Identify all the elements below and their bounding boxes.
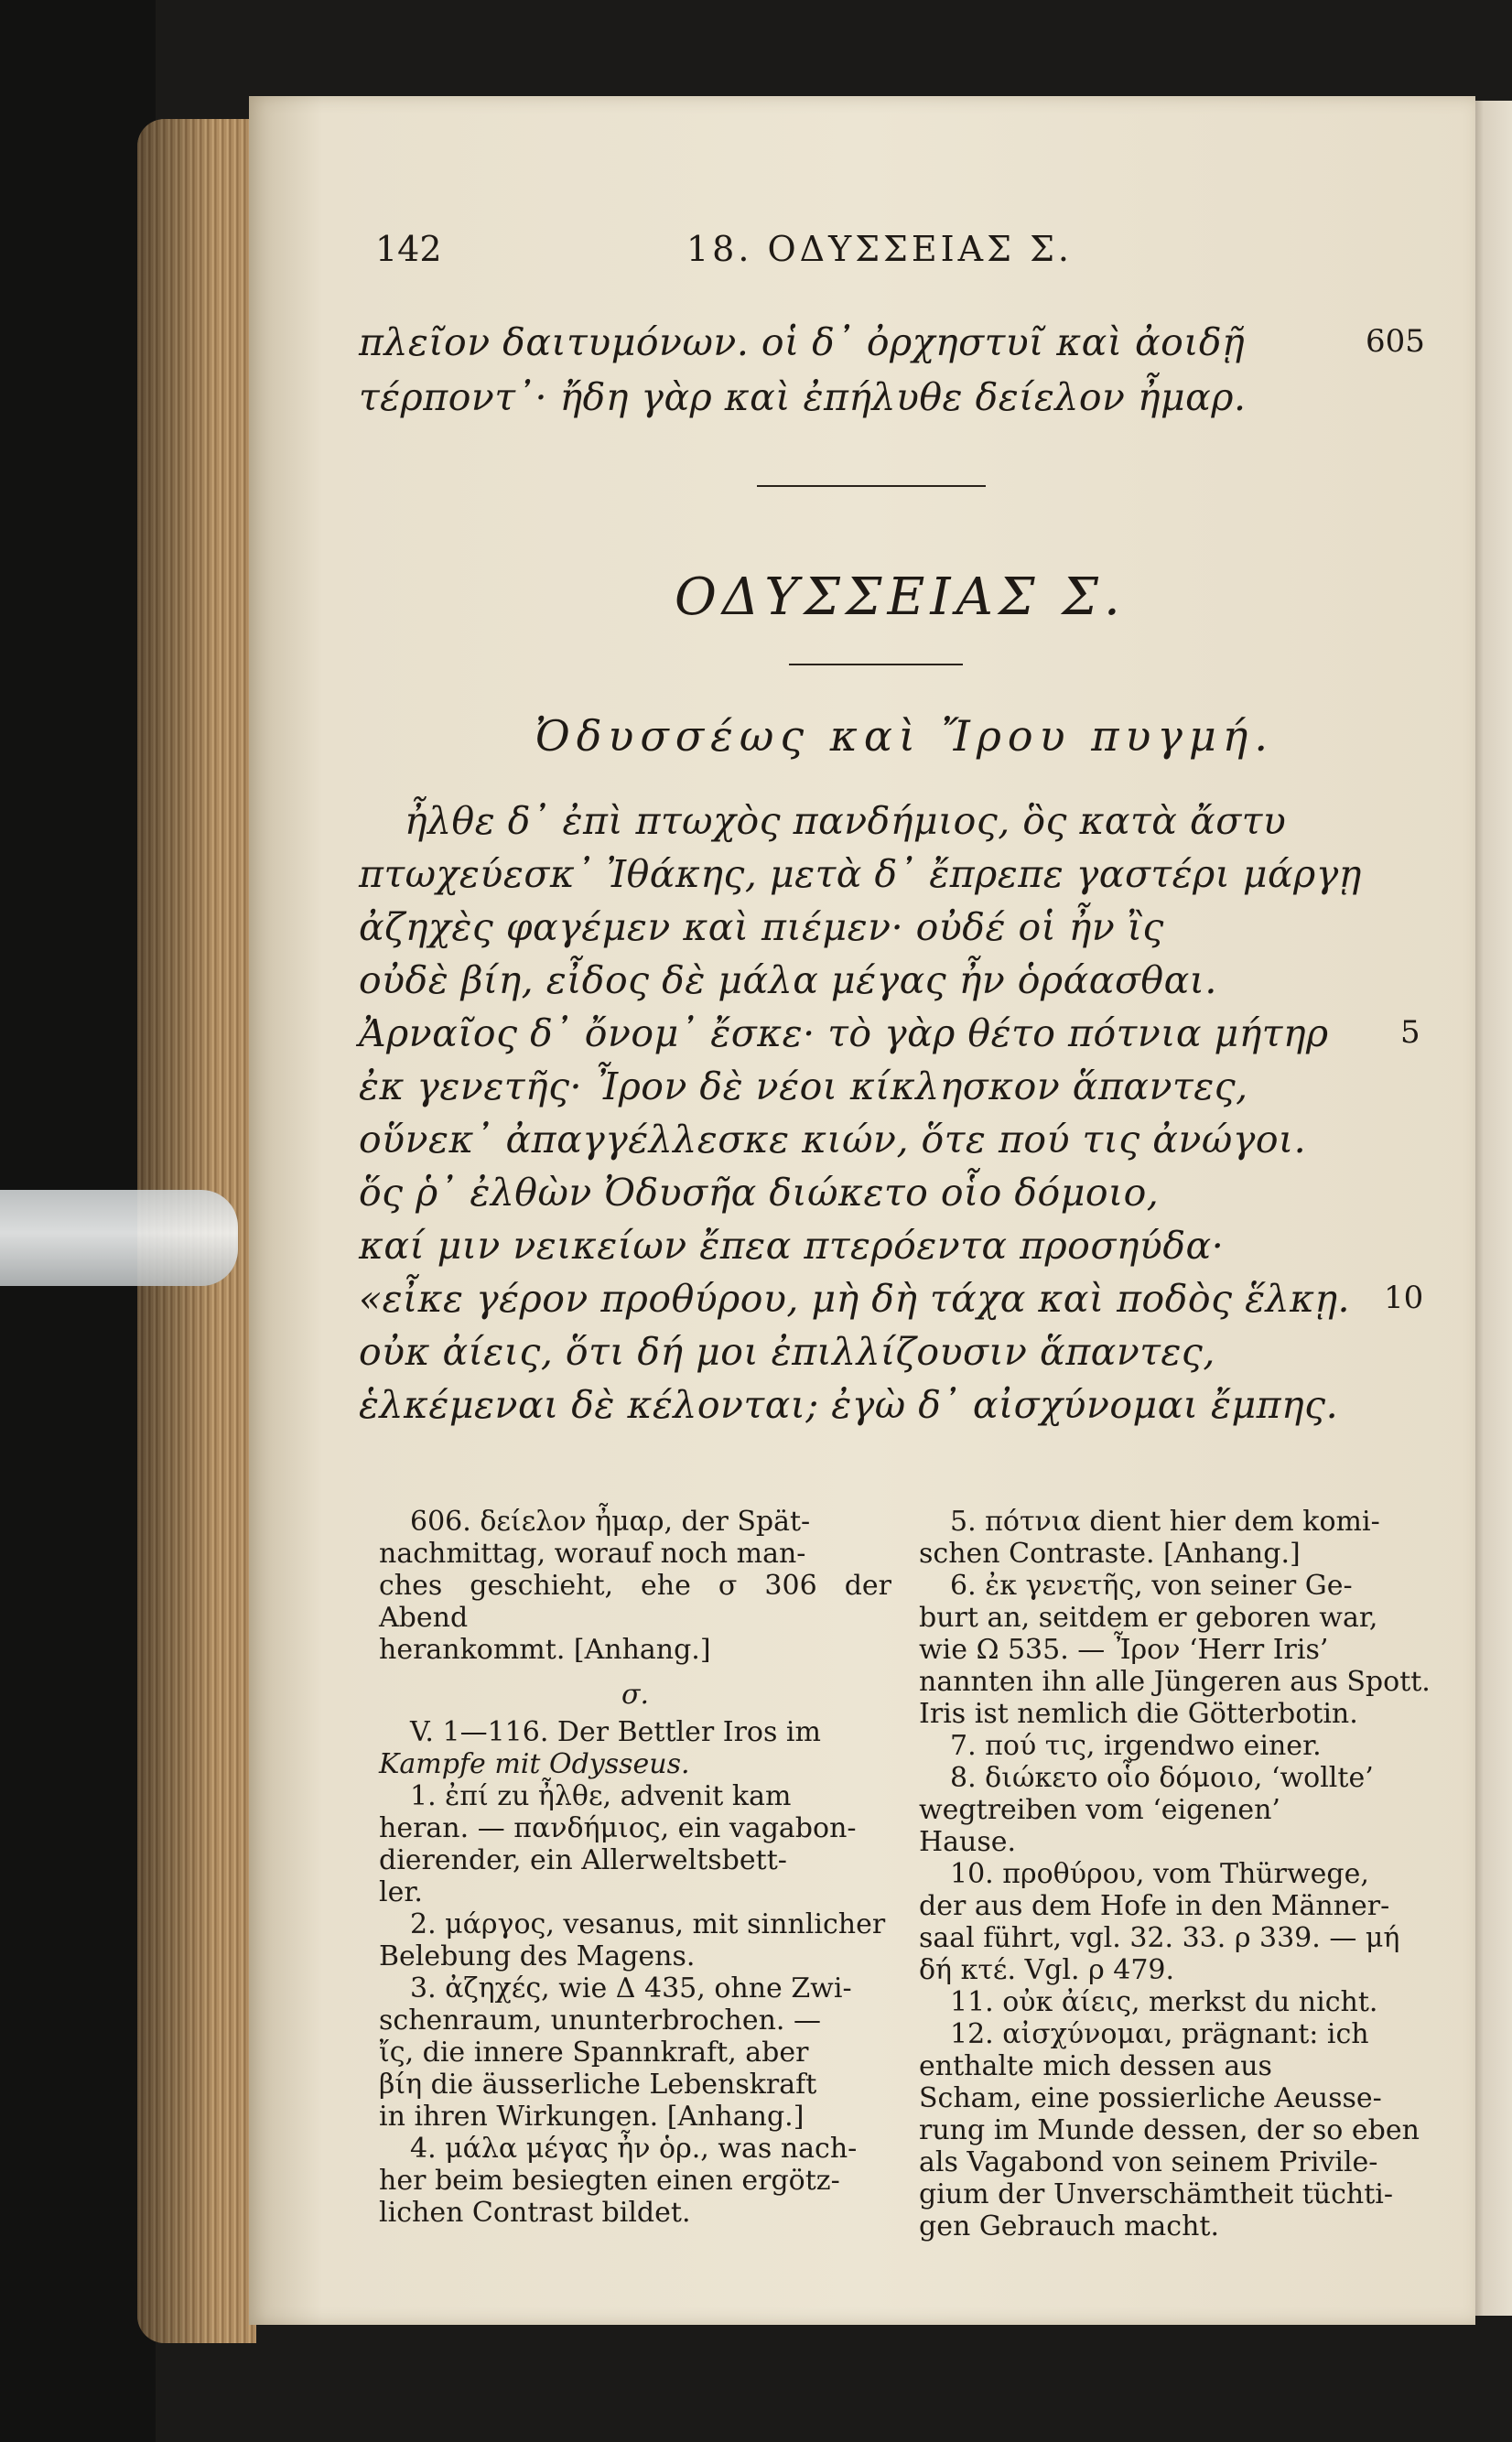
note-3-line-5: in ihren Wirkungen. [Anhang.] [379, 2101, 805, 2133]
note-v1-116 [379, 1716, 891, 1780]
note-12-line-7: gen Gebrauch macht. [919, 2210, 1219, 2242]
page-clip [0, 1190, 238, 1286]
verse-line-7: οὕνεκ᾽ ἀπαγγέλλεσκε κιών, ὅτε πού τις ἀνώγοι. [359, 1118, 1307, 1162]
divider-rule-bottom [789, 664, 963, 665]
book-subtitle: Ὀδυσσέως καὶ Ἴρου πυγμή. [535, 711, 1274, 761]
notes-right-column [919, 1506, 1431, 2242]
note-606-line-2: nachmittag, worauf noch man- [379, 1538, 806, 1570]
note-2-line-2: Belebung des Magens. [379, 1940, 696, 1972]
note-1-line-3: dierender, ein Allerweltsbett- [379, 1844, 787, 1876]
verse-line-4: οὐδὲ βίη, εἶδος δὲ μάλα μέγας ἦν ὁράασθαι. [359, 958, 1217, 1002]
note-6-line-4: nannten ihn alle Jüngeren aus Spott. [919, 1666, 1431, 1698]
verse-line-3: ἀζηχὲς φαγέμεν καὶ πιέμεν· οὐδέ οἱ ἦν ἲς [359, 905, 1164, 949]
note-606 [379, 1506, 891, 1666]
verse-line-1: ἦλθε δ᾽ ἐπὶ πτωχὸς πανδήμιος, ὃς κατὰ ἄστυ [405, 799, 1287, 843]
note-8-line-3: Hause. [919, 1826, 1017, 1858]
note-12-line-6: gium der Unverschämtheit tüchti- [919, 2178, 1394, 2210]
note-12-line-2: enthalte mich dessen aus [919, 2050, 1272, 2082]
note-6-line-5: Iris ist nemlich die Götterbotin. [919, 1698, 1358, 1730]
note-4-line-1: 4. μάλα μέγας ἦν ὁρ., was nach- [410, 2133, 858, 2165]
note-11 [919, 1986, 1431, 2018]
verse-line-11: οὐκ ἀίεις, ὅτι δή μοι ἐπιλλίζουσιν ἅπαντες, [359, 1330, 1215, 1374]
note-7 [919, 1730, 1431, 1762]
note-7-line-1: 7. πού τις, irgendwo einer. [950, 1730, 1322, 1762]
verse-number-5: 5 [1400, 1014, 1420, 1051]
note-3-line-4: βίη die äusserliche Lebenskraft [379, 2069, 817, 2101]
note-11-line-1: 11. οὐκ ἀίεις, merkst du nicht. [950, 1986, 1378, 2018]
running-title: 18. ΟΔΥΣΣΕΙΑΣ Σ. [686, 229, 1074, 269]
book-title: ΟΔΥΣΣΕΙΑΣ Σ. [675, 567, 1126, 627]
note-section-sigma: σ. [621, 1679, 649, 1711]
note-606-line-4: herankommt. [Anhang.] [379, 1634, 711, 1666]
verse-line-9: καί μιν νεικείων ἔπεα πτερόεντα προσηύδα· [359, 1224, 1225, 1268]
note-12-line-1: 12. αἰσχύνομαι, prägnant: ich [950, 2018, 1369, 2050]
verse-line-5: Ἀρναῖος δ᾽ ὄνομ᾽ ἔσκε· τὸ γὰρ θέτο πότνια μήτηρ [359, 1011, 1329, 1055]
note-10-line-4: δή κτέ. Vgl. ρ 479. [919, 1954, 1175, 1986]
note-6-line-1: 6. ἐκ γενετῆς, von seiner Ge- [950, 1570, 1353, 1602]
note-606-line-1: 606. δείελον ἦμαρ, der Spät- [410, 1506, 811, 1538]
note-606-line-3: ches geschieht, ehe σ 306 der Abend [379, 1570, 891, 1634]
note-1 [379, 1780, 891, 1908]
verse-number-10: 10 [1384, 1280, 1424, 1316]
note-5 [919, 1506, 1431, 1570]
verse-line-8: ὅς ῥ᾽ ἐλθὼν Ὀδυσῆα διώκετο οἷο δόμοιο, [359, 1171, 1160, 1215]
note-2 [379, 1908, 891, 1972]
divider-rule-top [757, 485, 986, 487]
verse-line-12: ἑλκέμεναι δὲ κέλονται; ἐγὼ δ᾽ αἰσχύνομαι ἔμπης. [359, 1383, 1339, 1427]
line-number-605: 605 [1366, 323, 1425, 360]
note-6 [919, 1570, 1431, 1730]
prev-book-line-2: τέρποντ᾽· ἤδη γὰρ καὶ ἐπήλυθε δείελον ἦμαρ. [359, 375, 1247, 419]
note-4-line-3: lichen Contrast bildet. [379, 2197, 691, 2229]
note-12-line-4: rung im Munde dessen, der so eben [919, 2114, 1420, 2146]
verse-line-6: ἐκ γενετῆς· Ἶρον δὲ νέοι κίκλησκον ἅπαντες, [359, 1064, 1248, 1108]
verse-line-2: πτωχεύεσκ᾽ Ἰθάκης, μετὰ δ᾽ ἔπρεπε γαστέρι μάργῃ [359, 852, 1362, 896]
note-4 [379, 2133, 891, 2229]
note-10-line-3: saal führt, vgl. 32. 33. ρ 339. — μή [919, 1922, 1400, 1954]
note-3-line-3: ἴς, die innere Spannkraft, aber [379, 2037, 809, 2069]
verse-line-10: «εἶκε γέρον προθύρου, μὴ δὴ τάχα καὶ ποδὸς ἕλκῃ. [359, 1277, 1351, 1321]
note-3-line-2: schenraum, ununterbrochen. — [379, 2004, 821, 2037]
note-5-line-2: schen Contraste. [Anhang.] [919, 1538, 1301, 1570]
note-6-line-2: burt an, seitdem er geboren war, [919, 1602, 1378, 1634]
prev-book-line-1: πλεῖον δαιτυμόνων. οἱ δ᾽ ὀρχηστυῖ καὶ ἀοιδῇ [359, 320, 1246, 364]
note-8-line-2: wegtreiben vom ‘eigenen’ [919, 1794, 1280, 1826]
note-12-line-3: Scham, eine possierliche Aeusse- [919, 2082, 1382, 2114]
page-number: 142 [375, 229, 442, 269]
note-2-line-1: 2. μάργος, vesanus, mit sinnlicher [410, 1908, 886, 1940]
note-3-line-1: 3. ἀζηχές, wie Δ 435, ohne Zwi- [410, 1972, 852, 2004]
note-10 [919, 1858, 1431, 1986]
note-12-line-5: als Vagabond von seinem Privile- [919, 2146, 1378, 2178]
note-1-line-2: heran. — πανδήμιος, ein vagabon- [379, 1812, 857, 1844]
book-page [249, 96, 1475, 2325]
note-3 [379, 1972, 891, 2133]
note-1-line-1: 1. ἐπί zu ἦλθε, advenit kam [410, 1780, 792, 1812]
note-v1-116-line-1: V. 1—116. Der Bettler Iros im [410, 1716, 821, 1748]
note-v1-116-line-2: Kampfe mit Odysseus. [379, 1748, 690, 1780]
note-6-line-3: wie Ω 535. — Ἶρον ‘Herr Iris’ [919, 1634, 1329, 1666]
note-1-line-4: ler. [379, 1876, 423, 1908]
note-10-line-2: der aus dem Hofe in den Männer- [919, 1890, 1390, 1922]
note-12 [919, 2018, 1431, 2242]
note-8 [919, 1762, 1431, 1858]
note-4-line-2: her beim besiegten einen ergötz- [379, 2165, 840, 2197]
note-10-line-1: 10. προθύρου, vom Thürwege, [950, 1858, 1369, 1890]
note-5-line-1: 5. πότνια dient hier dem komi- [950, 1506, 1380, 1538]
notes-left-column [379, 1506, 891, 2229]
note-8-line-1: 8. διώκετο οἷο δόμοιο, ‘wollte’ [950, 1762, 1374, 1794]
